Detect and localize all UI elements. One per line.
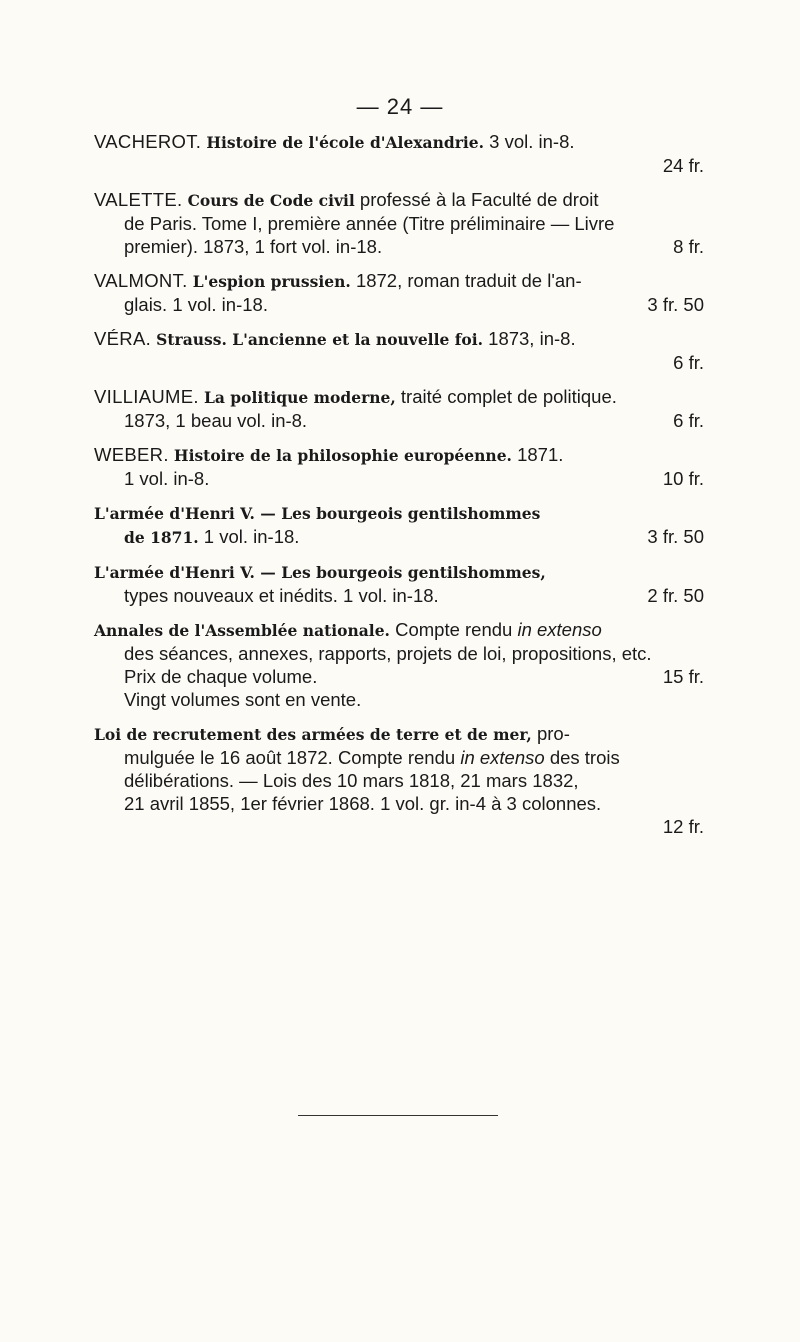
entry-details: 21 avril 1855, 1er février 1868. 1 vol. gr. in-4 à 3 colonnes.: [124, 793, 602, 814]
entry-title: Histoire de l'école d'Alexandrie.: [206, 133, 485, 152]
entry-price: 6 fr.: [673, 410, 704, 431]
entry-title: L'armée d'Henri V. — Les bourgeois gentilshommes,: [94, 563, 546, 582]
catalog-entry: [94, 722, 704, 838]
entry-details: 1872, roman traduit de l'an-: [355, 270, 582, 291]
entry-price: 24 fr.: [662, 155, 704, 176]
entry-details: 1 vol. in-8.: [124, 468, 210, 489]
entry-title: Cours de Code civil: [187, 191, 355, 210]
entry-author: VACHEROT.: [94, 131, 202, 152]
entry-author: VALETTE.: [94, 189, 183, 210]
entry-details: Vingt volumes sont en vente.: [124, 689, 362, 710]
catalog-entry: [94, 327, 704, 374]
entry-details: traité complet de politique.: [400, 386, 617, 407]
entry-details: de Paris. Tome I, première année (Titre préliminaire — Livre: [124, 213, 615, 234]
entry-author: VÉRA.: [94, 328, 152, 349]
catalog-entry: [94, 443, 704, 490]
entry-details: 1871.: [517, 444, 564, 465]
catalog-entry: [94, 269, 704, 316]
entry-details: des trois: [549, 747, 620, 768]
entry-title: Strauss. L'ancienne et la nouvelle foi.: [156, 330, 484, 349]
catalog-list: [94, 130, 704, 849]
entry-details: délibérations. — Lois des 10 mars 1818, 21 mars 1832,: [124, 770, 579, 791]
end-rule: [298, 1115, 498, 1116]
entry-price: 8 fr.: [673, 236, 704, 257]
catalog-entry: [94, 385, 704, 432]
entry-title: Loi de recrutement des armées de terre et de mer,: [94, 725, 532, 744]
entry-price: 6 fr.: [673, 352, 704, 373]
entry-details: mulguée le 16 août 1872. Compte rendu: [124, 747, 456, 768]
entry-author: VALMONT.: [94, 270, 188, 291]
entry-price: 15 fr.: [662, 666, 704, 687]
entry-title: L'armée d'Henri V. — Les bourgeois gentilshommes: [94, 504, 541, 523]
entry-details: pro-: [536, 723, 570, 744]
entry-details: 1873, in-8.: [488, 328, 576, 349]
entry-details: 1 vol. in-18.: [203, 526, 300, 547]
catalog-entry: [94, 501, 704, 549]
entry-details: types nouveaux et inédits. 1 vol. in-18.: [124, 585, 439, 606]
entry-price: 10 fr.: [662, 468, 704, 489]
entry-details: 1873, 1 beau vol. in-8.: [124, 410, 308, 431]
entry-title: L'espion prussien.: [192, 272, 351, 291]
entry-price: 2 fr. 50: [647, 585, 704, 606]
entry-details-italic: in extenso: [460, 747, 545, 768]
entry-author: VILLIAUME.: [94, 386, 199, 407]
page-number: — 24 —: [356, 94, 444, 119]
entry-price: 3 fr. 50: [647, 294, 704, 315]
entry-title: La politique moderne,: [203, 388, 396, 407]
entry-details: professé à la Faculté de droit: [359, 189, 599, 210]
entry-title: Histoire de la philosophie européenne.: [173, 446, 512, 465]
entry-price: 12 fr.: [662, 816, 704, 837]
catalog-entry: [94, 618, 704, 711]
catalog-entry: [94, 560, 704, 607]
entry-details: Compte rendu: [395, 619, 513, 640]
entry-details: Prix de chaque volume.: [124, 666, 318, 687]
entry-price: 3 fr. 50: [647, 526, 704, 547]
catalog-entry: [94, 188, 704, 258]
entry-title: de 1871.: [124, 528, 199, 547]
entry-title: Annales de l'Assemblée nationale.: [94, 621, 390, 640]
entry-details-italic: in extenso: [517, 619, 602, 640]
entry-details: des séances, annexes, rapports, projets de loi, propositions, etc.: [124, 643, 652, 664]
entry-details: 3 vol. in-8.: [489, 131, 575, 152]
catalog-entry: [94, 130, 704, 177]
entry-details: glais. 1 vol. in-18.: [124, 294, 268, 315]
entry-details: premier). 1873, 1 fort vol. in-18.: [124, 236, 383, 257]
entry-author: WEBER.: [94, 444, 169, 465]
